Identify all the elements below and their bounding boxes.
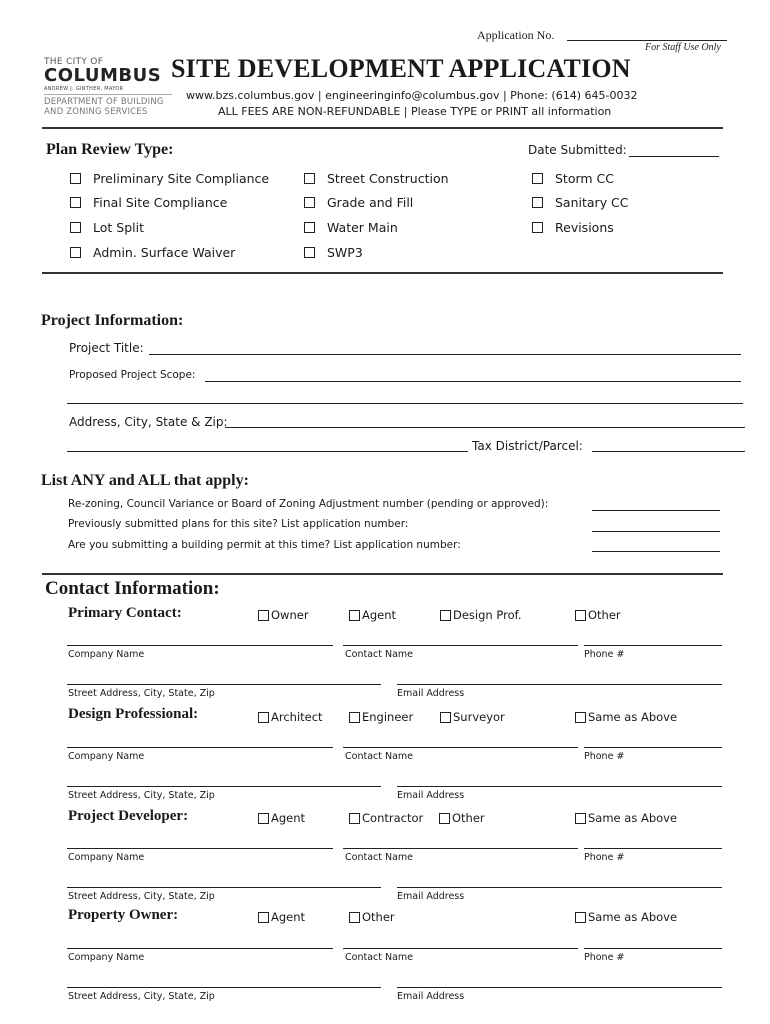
divider <box>42 573 723 575</box>
checkbox-icon[interactable] <box>258 813 269 824</box>
contact-name-label: Contact Name <box>345 952 414 963</box>
checkbox-water-main[interactable]: Water Main <box>304 220 398 235</box>
checkbox-icon[interactable] <box>258 912 269 923</box>
checkbox-street-construction[interactable]: Street Construction <box>304 171 449 186</box>
contact-information-heading: Contact Information: <box>45 578 220 599</box>
phone-label: Phone # <box>584 852 625 863</box>
company-name-label: Company Name <box>68 649 145 660</box>
primary-email-field[interactable] <box>397 684 722 685</box>
design-phone-field[interactable] <box>584 747 722 748</box>
project-scope-field[interactable] <box>205 381 741 382</box>
design-professional-heading: Design Professional: <box>68 706 199 722</box>
checkbox-icon[interactable] <box>258 610 269 621</box>
owner-contact-name-field[interactable] <box>343 948 578 949</box>
project-developer-heading: Project Developer: <box>68 808 189 824</box>
project-title-label: Project Title: <box>69 341 144 355</box>
page-title: SITE DEVELOPMENT APPLICATION <box>171 54 631 83</box>
checkbox-icon[interactable] <box>575 912 586 923</box>
developer-phone-field[interactable] <box>584 848 722 849</box>
email-address-label: Email Address <box>397 790 465 801</box>
contact-name-label: Contact Name <box>345 649 414 660</box>
developer-contractor-checkbox[interactable]: Contractor <box>349 811 423 825</box>
checkbox-icon[interactable] <box>349 813 360 824</box>
design-engineer-checkbox[interactable]: Engineer <box>349 710 413 724</box>
divider <box>42 272 723 274</box>
design-architect-checkbox[interactable]: Architect <box>258 710 323 724</box>
owner-street-field[interactable] <box>67 987 381 988</box>
street-address-label: Street Address, City, State, Zip <box>68 790 215 801</box>
owner-email-field[interactable] <box>397 987 722 988</box>
primary-street-field[interactable] <box>67 684 381 685</box>
owner-same-as-above-checkbox[interactable]: Same as Above <box>575 910 677 924</box>
checkbox-icon[interactable] <box>70 247 81 258</box>
columbus-logo <box>44 58 172 117</box>
developer-same-as-above-checkbox[interactable]: Same as Above <box>575 811 677 825</box>
checkbox-icon[interactable] <box>575 610 586 621</box>
developer-contact-name-field[interactable] <box>343 848 578 849</box>
developer-other-checkbox[interactable]: Other <box>439 811 485 825</box>
owner-other-checkbox[interactable]: Other <box>349 910 395 924</box>
checkbox-icon[interactable] <box>304 247 315 258</box>
checkbox-icon[interactable] <box>70 197 81 208</box>
design-street-field[interactable] <box>67 786 381 787</box>
checkbox-revisions[interactable]: Revisions <box>532 220 614 235</box>
design-email-field[interactable] <box>397 786 722 787</box>
owner-agent-checkbox[interactable]: Agent <box>258 910 305 924</box>
developer-street-field[interactable] <box>67 887 381 888</box>
primary-owner-checkbox[interactable]: Owner <box>258 608 309 622</box>
checkbox-icon[interactable] <box>70 222 81 233</box>
checkbox-icon[interactable] <box>304 197 315 208</box>
email-address-label: Email Address <box>397 991 465 1002</box>
rezoning-question: Re-zoning, Council Variance or Board of Zoning Adjustment number (pending or approved): <box>68 498 549 510</box>
street-address-label: Street Address, City, State, Zip <box>68 688 215 699</box>
checkbox-final-site-compliance[interactable]: Final Site Compliance <box>70 195 227 210</box>
checkbox-icon[interactable] <box>304 222 315 233</box>
checkbox-preliminary-site-compliance[interactable]: Preliminary Site Compliance <box>70 171 269 186</box>
checkbox-grade-and-fill[interactable]: Grade and Fill <box>304 195 413 210</box>
address-field[interactable] <box>225 427 745 428</box>
building-permit-question: Are you submitting a building permit at this time? List application number: <box>68 539 461 551</box>
logo-city-of: THE CITY OF <box>44 57 104 67</box>
primary-design-prof-checkbox[interactable]: Design Prof. <box>440 608 521 622</box>
previous-plans-answer-field[interactable] <box>592 531 720 532</box>
checkbox-icon[interactable] <box>349 712 360 723</box>
design-surveyor-checkbox[interactable]: Surveyor <box>440 710 505 724</box>
primary-other-checkbox[interactable]: Other <box>575 608 621 622</box>
street-address-label: Street Address, City, State, Zip <box>68 991 215 1002</box>
contact-name-label: Contact Name <box>345 852 414 863</box>
checkbox-icon[interactable] <box>304 173 315 184</box>
fees-notice: ALL FEES ARE NON-REFUNDABLE | Please TYPE or PRINT all information <box>218 105 612 118</box>
checkbox-icon[interactable] <box>532 222 543 233</box>
plan-review-heading: Plan Review Type: <box>46 141 174 158</box>
phone-label: Phone # <box>584 952 625 963</box>
checkbox-icon[interactable] <box>440 712 451 723</box>
project-information-heading: Project Information: <box>41 312 184 329</box>
primary-agent-checkbox[interactable]: Agent <box>349 608 396 622</box>
application-number-label: Application No. <box>477 28 555 42</box>
logo-department-line2: AND ZONING SERVICES <box>44 107 148 117</box>
logo-mayor: ANDREW J. GINTHER, MAYOR <box>44 86 124 92</box>
checkbox-icon[interactable] <box>532 197 543 208</box>
tax-district-label: Tax District/Parcel: <box>472 439 583 453</box>
building-permit-answer-field[interactable] <box>592 551 720 552</box>
staff-use-note: For Staff Use Only <box>645 42 721 53</box>
checkbox-sanitary-cc[interactable]: Sanitary CC <box>532 195 629 210</box>
checkbox-icon[interactable] <box>258 712 269 723</box>
checkbox-admin-surface-waiver[interactable]: Admin. Surface Waiver <box>70 245 235 260</box>
application-number-field[interactable] <box>567 40 727 41</box>
checkbox-icon[interactable] <box>349 912 360 923</box>
previous-plans-question: Previously submitted plans for this site? List application number: <box>68 518 409 530</box>
checkbox-icon[interactable] <box>440 610 451 621</box>
design-same-as-above-checkbox[interactable]: Same as Above <box>575 710 677 724</box>
contact-info-line: www.bzs.columbus.gov | engineeringinfo@columbus.gov | Phone: (614) 645-0032 <box>186 89 638 102</box>
checkbox-icon[interactable] <box>349 610 360 621</box>
phone-label: Phone # <box>584 649 625 660</box>
checkbox-storm-cc[interactable]: Storm CC <box>532 171 614 186</box>
divider <box>42 127 723 129</box>
email-address-label: Email Address <box>397 688 465 699</box>
checkbox-icon[interactable] <box>70 173 81 184</box>
primary-contact-name-field[interactable] <box>343 645 578 646</box>
company-name-label: Company Name <box>68 751 145 762</box>
contact-name-label: Contact Name <box>345 751 414 762</box>
logo-department-line1: DEPARTMENT OF BUILDING <box>44 97 164 107</box>
design-company-field[interactable] <box>67 747 333 748</box>
developer-email-field[interactable] <box>397 887 722 888</box>
tax-district-field[interactable] <box>592 451 745 452</box>
date-submitted-field[interactable] <box>629 156 719 157</box>
company-name-label: Company Name <box>68 852 145 863</box>
checkbox-icon[interactable] <box>532 173 543 184</box>
checkbox-icon[interactable] <box>575 813 586 824</box>
checkbox-icon[interactable] <box>575 712 586 723</box>
street-address-label: Street Address, City, State, Zip <box>68 891 215 902</box>
address-field-line2[interactable] <box>67 451 468 452</box>
developer-company-field[interactable] <box>67 848 333 849</box>
checkbox-lot-split[interactable]: Lot Split <box>70 220 144 235</box>
owner-company-field[interactable] <box>67 948 333 949</box>
phone-label: Phone # <box>584 751 625 762</box>
property-owner-heading: Property Owner: <box>68 907 179 923</box>
checkbox-icon[interactable] <box>439 813 450 824</box>
list-any-heading: List ANY and ALL that apply: <box>41 472 249 489</box>
primary-contact-heading: Primary Contact: <box>68 605 182 621</box>
address-label: Address, City, State & Zip: <box>69 415 228 429</box>
project-scope-label: Proposed Project Scope: <box>69 369 196 381</box>
primary-company-field[interactable] <box>67 645 333 646</box>
company-name-label: Company Name <box>68 952 145 963</box>
developer-agent-checkbox[interactable]: Agent <box>258 811 305 825</box>
project-scope-field-line2[interactable] <box>67 403 743 404</box>
owner-phone-field[interactable] <box>584 948 722 949</box>
logo-columbus: COLUMBUS <box>44 65 162 86</box>
design-contact-name-field[interactable] <box>343 747 578 748</box>
date-submitted-label: Date Submitted: <box>528 143 627 157</box>
rezoning-answer-field[interactable] <box>592 510 720 511</box>
checkbox-swp3[interactable]: SWP3 <box>304 245 363 260</box>
logo-department <box>44 94 172 117</box>
email-address-label: Email Address <box>397 891 465 902</box>
project-title-field[interactable] <box>149 354 741 355</box>
primary-phone-field[interactable] <box>584 645 722 646</box>
